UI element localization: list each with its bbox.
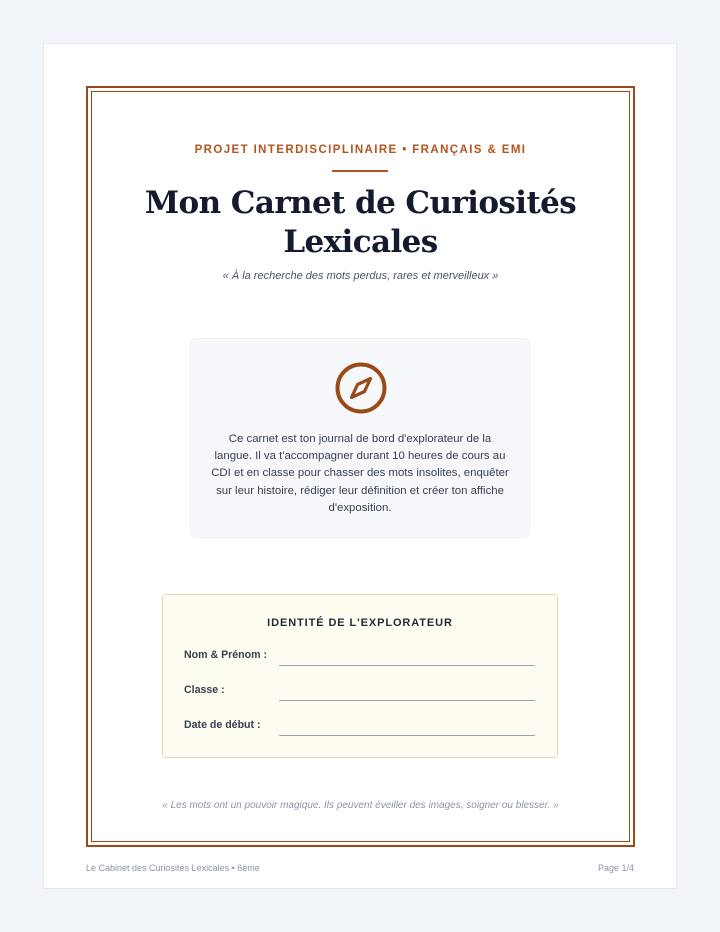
document-page bbox=[43, 43, 677, 889]
class-field[interactable] bbox=[279, 700, 535, 701]
project-kicker: PROJET INTERDISCIPLINAIRE • FRANÇAIS & EMI bbox=[194, 144, 527, 156]
footer-title: Le Cabinet des Curiosités Lexicales • 6ème bbox=[86, 863, 260, 873]
intro-card bbox=[190, 338, 530, 538]
identity-card bbox=[162, 594, 558, 758]
identity-title: IDENTITÉ DE L'EXPLORATEUR bbox=[267, 617, 453, 629]
name-field[interactable] bbox=[279, 665, 535, 666]
name-label: Nom & Prénom : bbox=[184, 649, 267, 661]
decorative-frame bbox=[86, 86, 635, 847]
compass-icon bbox=[334, 361, 388, 415]
intro-text: Ce carnet est ton journal de bord d'explorateur de la langue. Il va t'accompagner durant 10 heures de cours au CDI et en classe pour chasser des mots insolites, enquêter sur leur histoire, rédiger leur définition et créer ton affiche d'exposition. bbox=[211, 433, 509, 514]
class-label: Classe : bbox=[184, 684, 225, 696]
page-subtitle: « À la recherche des mots perdus, rares et merveilleux » bbox=[222, 270, 499, 282]
closing-quote: « Les mots ont un pouvoir magique. Ils peuvent éveiller des images, soigner ou blesser. » bbox=[162, 800, 559, 811]
page-title: Mon Carnet de Curiosités Lexicales bbox=[144, 185, 577, 260]
title-divider bbox=[332, 170, 388, 172]
page-number: Page 1/4 bbox=[597, 863, 634, 873]
start-date-label: Date de début : bbox=[184, 719, 261, 731]
start-date-field[interactable] bbox=[279, 735, 535, 736]
